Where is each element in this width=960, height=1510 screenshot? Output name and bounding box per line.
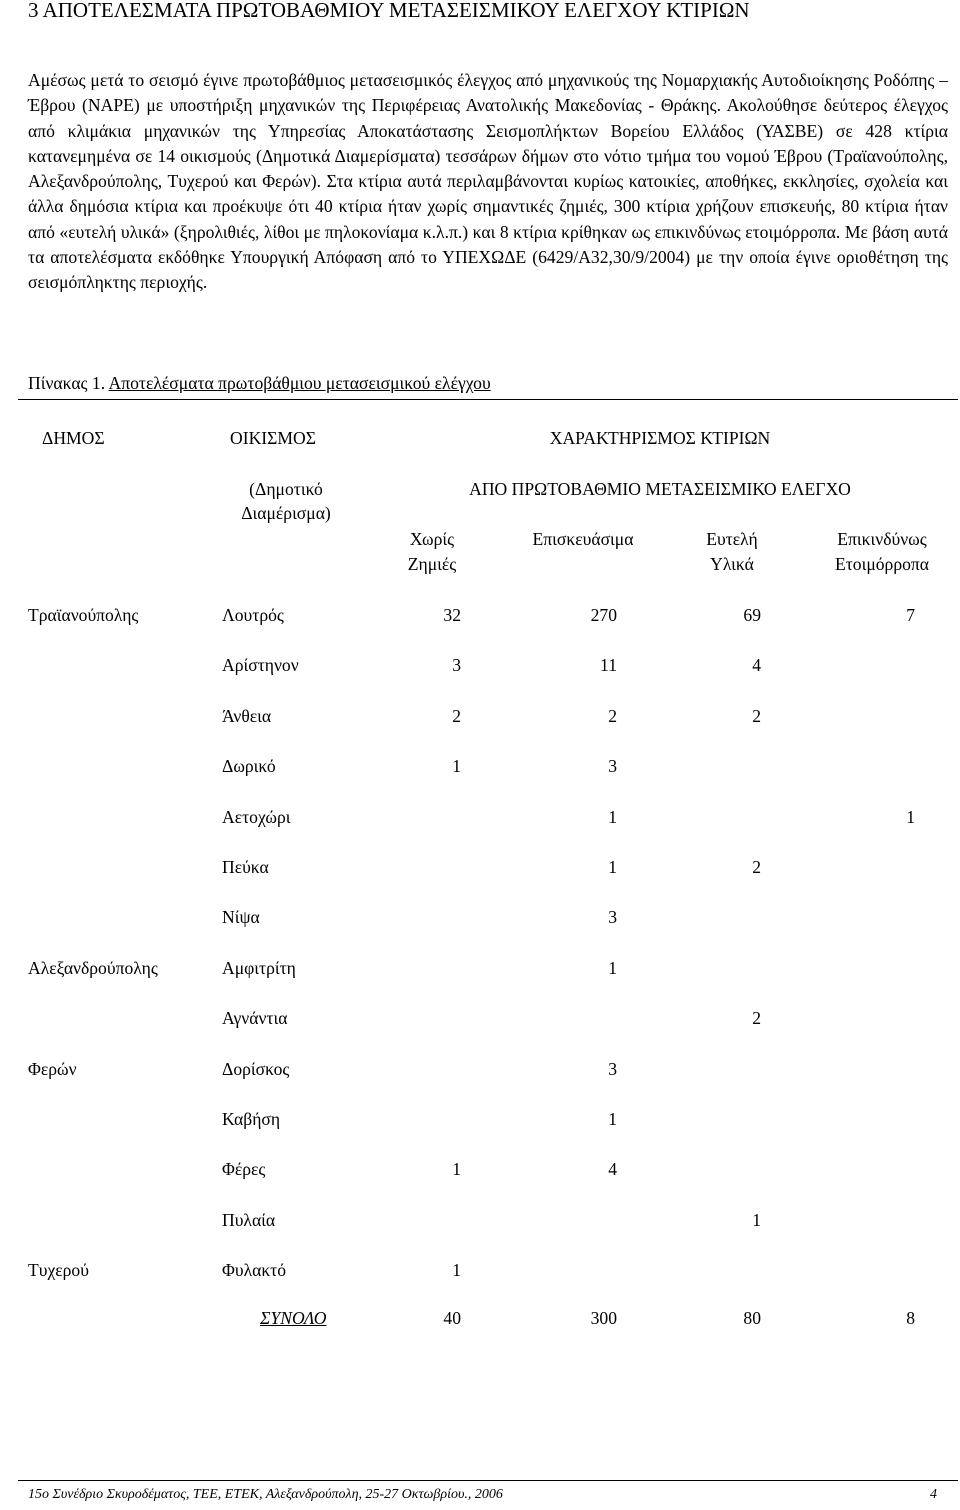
header-col2-line1: Επισκευάσιμα	[532, 529, 634, 549]
header-apo: ΑΠΟ ΠΡΩΤΟΒΑΘΜΙΟ ΜΕΤΑΣΕΙΣΜΙΚΟ ΕΛΕΓΧΟ	[469, 479, 851, 499]
section-heading: 3 ΑΠΟΤΕΛΕΣΜΑΤΑ ΠΡΩΤΟΒΑΘΜΙΟΥ ΜΕΤΑΣΕΙΣΜΙΚΟΥ ΕΛΕΓΧΟΥ ΚΤΙΡΙΩΝ	[28, 0, 750, 22]
cell-oikismos: Αμφιτρίτη	[222, 957, 296, 978]
cell-repairable: 2	[608, 705, 617, 726]
cell-poor-materials: 2	[752, 1008, 761, 1029]
cell-repairable: 270	[590, 605, 617, 625]
cell-oikismos: Φέρες	[222, 1159, 266, 1180]
table-top-rule	[18, 399, 958, 400]
table-caption-label: Πίνακας 1.	[28, 373, 106, 393]
total-label: ΣΥΝΟΛΟ	[260, 1308, 327, 1328]
cell-oikismos: Φυλακτό	[222, 1260, 287, 1281]
cell-oikismos: Λουτρός	[222, 605, 284, 625]
cell-oikismos: Νίψα	[222, 907, 260, 928]
total-c4: 8	[906, 1308, 915, 1328]
cell-dimos: Αλεξανδρούπολης	[28, 957, 158, 978]
cell-dimos: Τυχερού	[28, 1260, 89, 1281]
header-oikismos-sub2: Διαμέρισμα)	[241, 503, 331, 523]
cell-oikismos: Δορίσκος	[222, 1058, 290, 1079]
cell-no-damage: 32	[443, 605, 461, 625]
cell-no-damage: 2	[452, 705, 461, 726]
cell-repairable: 3	[608, 1058, 617, 1079]
cell-no-damage: 1	[452, 1159, 461, 1180]
total-c1: 40	[443, 1308, 461, 1328]
header-col1-line2: Ζημιές	[407, 554, 457, 574]
cell-no-damage: 3	[452, 655, 461, 676]
cell-dangerous: 7	[906, 605, 915, 625]
cell-poor-materials: 69	[743, 605, 761, 625]
footer-page-number: 4	[930, 1487, 937, 1502]
cell-oikismos: Αγνάντια	[222, 1008, 288, 1029]
table-caption	[28, 373, 491, 394]
total-c2: 300	[590, 1308, 617, 1328]
cell-oikismos: Καβήση	[222, 1109, 281, 1129]
footer-text: 15ο Συνέδριο Σκυροδέματος, ΤΕΕ, ΕΤΕΚ, Αλεξανδρούπολη, 25-27 Οκτωβρίου., 2006	[28, 1487, 503, 1502]
footer-rule	[18, 1480, 958, 1481]
header-col4-line2: Ετοιμόρροπα	[834, 554, 930, 574]
cell-repairable: 11	[600, 655, 617, 676]
cell-oikismos: Αετοχώρι	[222, 806, 291, 827]
cell-poor-materials: 2	[752, 705, 761, 726]
cell-oikismos: Πυλαία	[222, 1209, 276, 1230]
cell-repairable: 1	[608, 857, 617, 877]
cell-dangerous: 1	[906, 806, 915, 827]
cell-oikismos: Άνθεια	[222, 705, 272, 726]
header-col3-line1: Ευτελή	[706, 529, 758, 549]
body-paragraph: Αμέσως μετά το σεισμό έγινε πρωτοβάθμιος μετασεισμικός έλεγχος από μηχανικούς της Νομαρχιακής Αυτοδιοίκησης Ροδόπης – Έβρου (ΝΑΡΕ) με υποστήριξη μηχανικών της Περιφέρειας Ανατολικής Μακεδονίας - Θράκης. Ακολούθησε δεύτερος έλεγχος από κλιμάκια μηχανικών της Υπηρεσίας Αποκατάστασης Σεισμοπλήκτων Βορείου Ελλάδος (ΥΑΣΒΕ) σε 428 κτίρια κατανεμημένα σε 14 οικισμούς (Δημοτικά Διαμερίσματα) τεσσάρων δήμων στο νότιο τμήμα του νομού Έβρου (Τραϊανούπολης, Αλεξανδρούπολης, Τυχερού και Φερών). Στα κτίρια αυτά περιλαμβάνονται κυρίως κατοικίες, αποθήκες, εκκλησίες, σχολεία και άλλα δημόσια κτίρια και προέκυψε ότι 40 κτίρια ήταν χωρίς σημαντικές ζημιές, 300 κτίρια χρήζουν επισκευής, 80 κτίρια ήταν από «ευτελή υλικά» (ξηρολιθιές, λίθοι με πηλοκονίαμα κ.λ.π.) και 8 κτίρια κρίθηκαν ως επικινδύνως ετοιμόρροπα. Με βάση αυτά τα αποτελέσματα εκδόθηκε Υπουργική Απόφαση από το ΥΠΕΧΩΔΕ (6429/Α32,30/9/2004) με την οποία έγινε οριοθέτηση της σεισμόπληκτης περιοχής.	[28, 70, 948, 293]
cell-poor-materials: 1	[752, 1209, 761, 1230]
header-col3-line2: Υλικά	[710, 554, 754, 574]
header-xaraktirismos: ΧΑΡΑΚΤΗΡΙΣΜΟΣ ΚΤΙΡΙΩΝ	[549, 428, 771, 448]
header-oikismos: ΟΙΚΙΣΜΟΣ	[230, 428, 316, 448]
cell-repairable: 1	[608, 957, 617, 978]
header-oikismos-sub1: (Δημοτικό	[249, 479, 323, 499]
header-col1-line1: Χωρίς	[409, 529, 455, 549]
cell-oikismos: Δωρικό	[222, 756, 276, 777]
cell-repairable: 1	[608, 806, 617, 827]
cell-no-damage: 1	[452, 1260, 461, 1281]
cell-repairable: 4	[608, 1159, 617, 1180]
cell-poor-materials: 4	[752, 655, 761, 676]
cell-repairable: 1	[608, 1109, 617, 1129]
table-caption-text: Αποτελέσματα πρωτοβάθμιου μετασεισμικού ελέγχου	[108, 373, 491, 393]
cell-no-damage: 1	[452, 756, 461, 777]
cell-repairable: 3	[608, 907, 617, 928]
cell-dimos: Φερών	[28, 1058, 77, 1079]
cell-poor-materials: 2	[752, 857, 761, 877]
cell-dimos: Τραϊανούπολης	[28, 605, 139, 625]
header-col4-line1: Επικινδύνως	[837, 529, 927, 549]
cell-oikismos: Πεύκα	[222, 857, 269, 877]
header-dimos: ΔΗΜΟΣ	[42, 428, 105, 448]
cell-repairable: 3	[608, 756, 617, 777]
cell-oikismos: Αρίστηνον	[222, 655, 299, 676]
total-c3: 80	[743, 1308, 761, 1328]
